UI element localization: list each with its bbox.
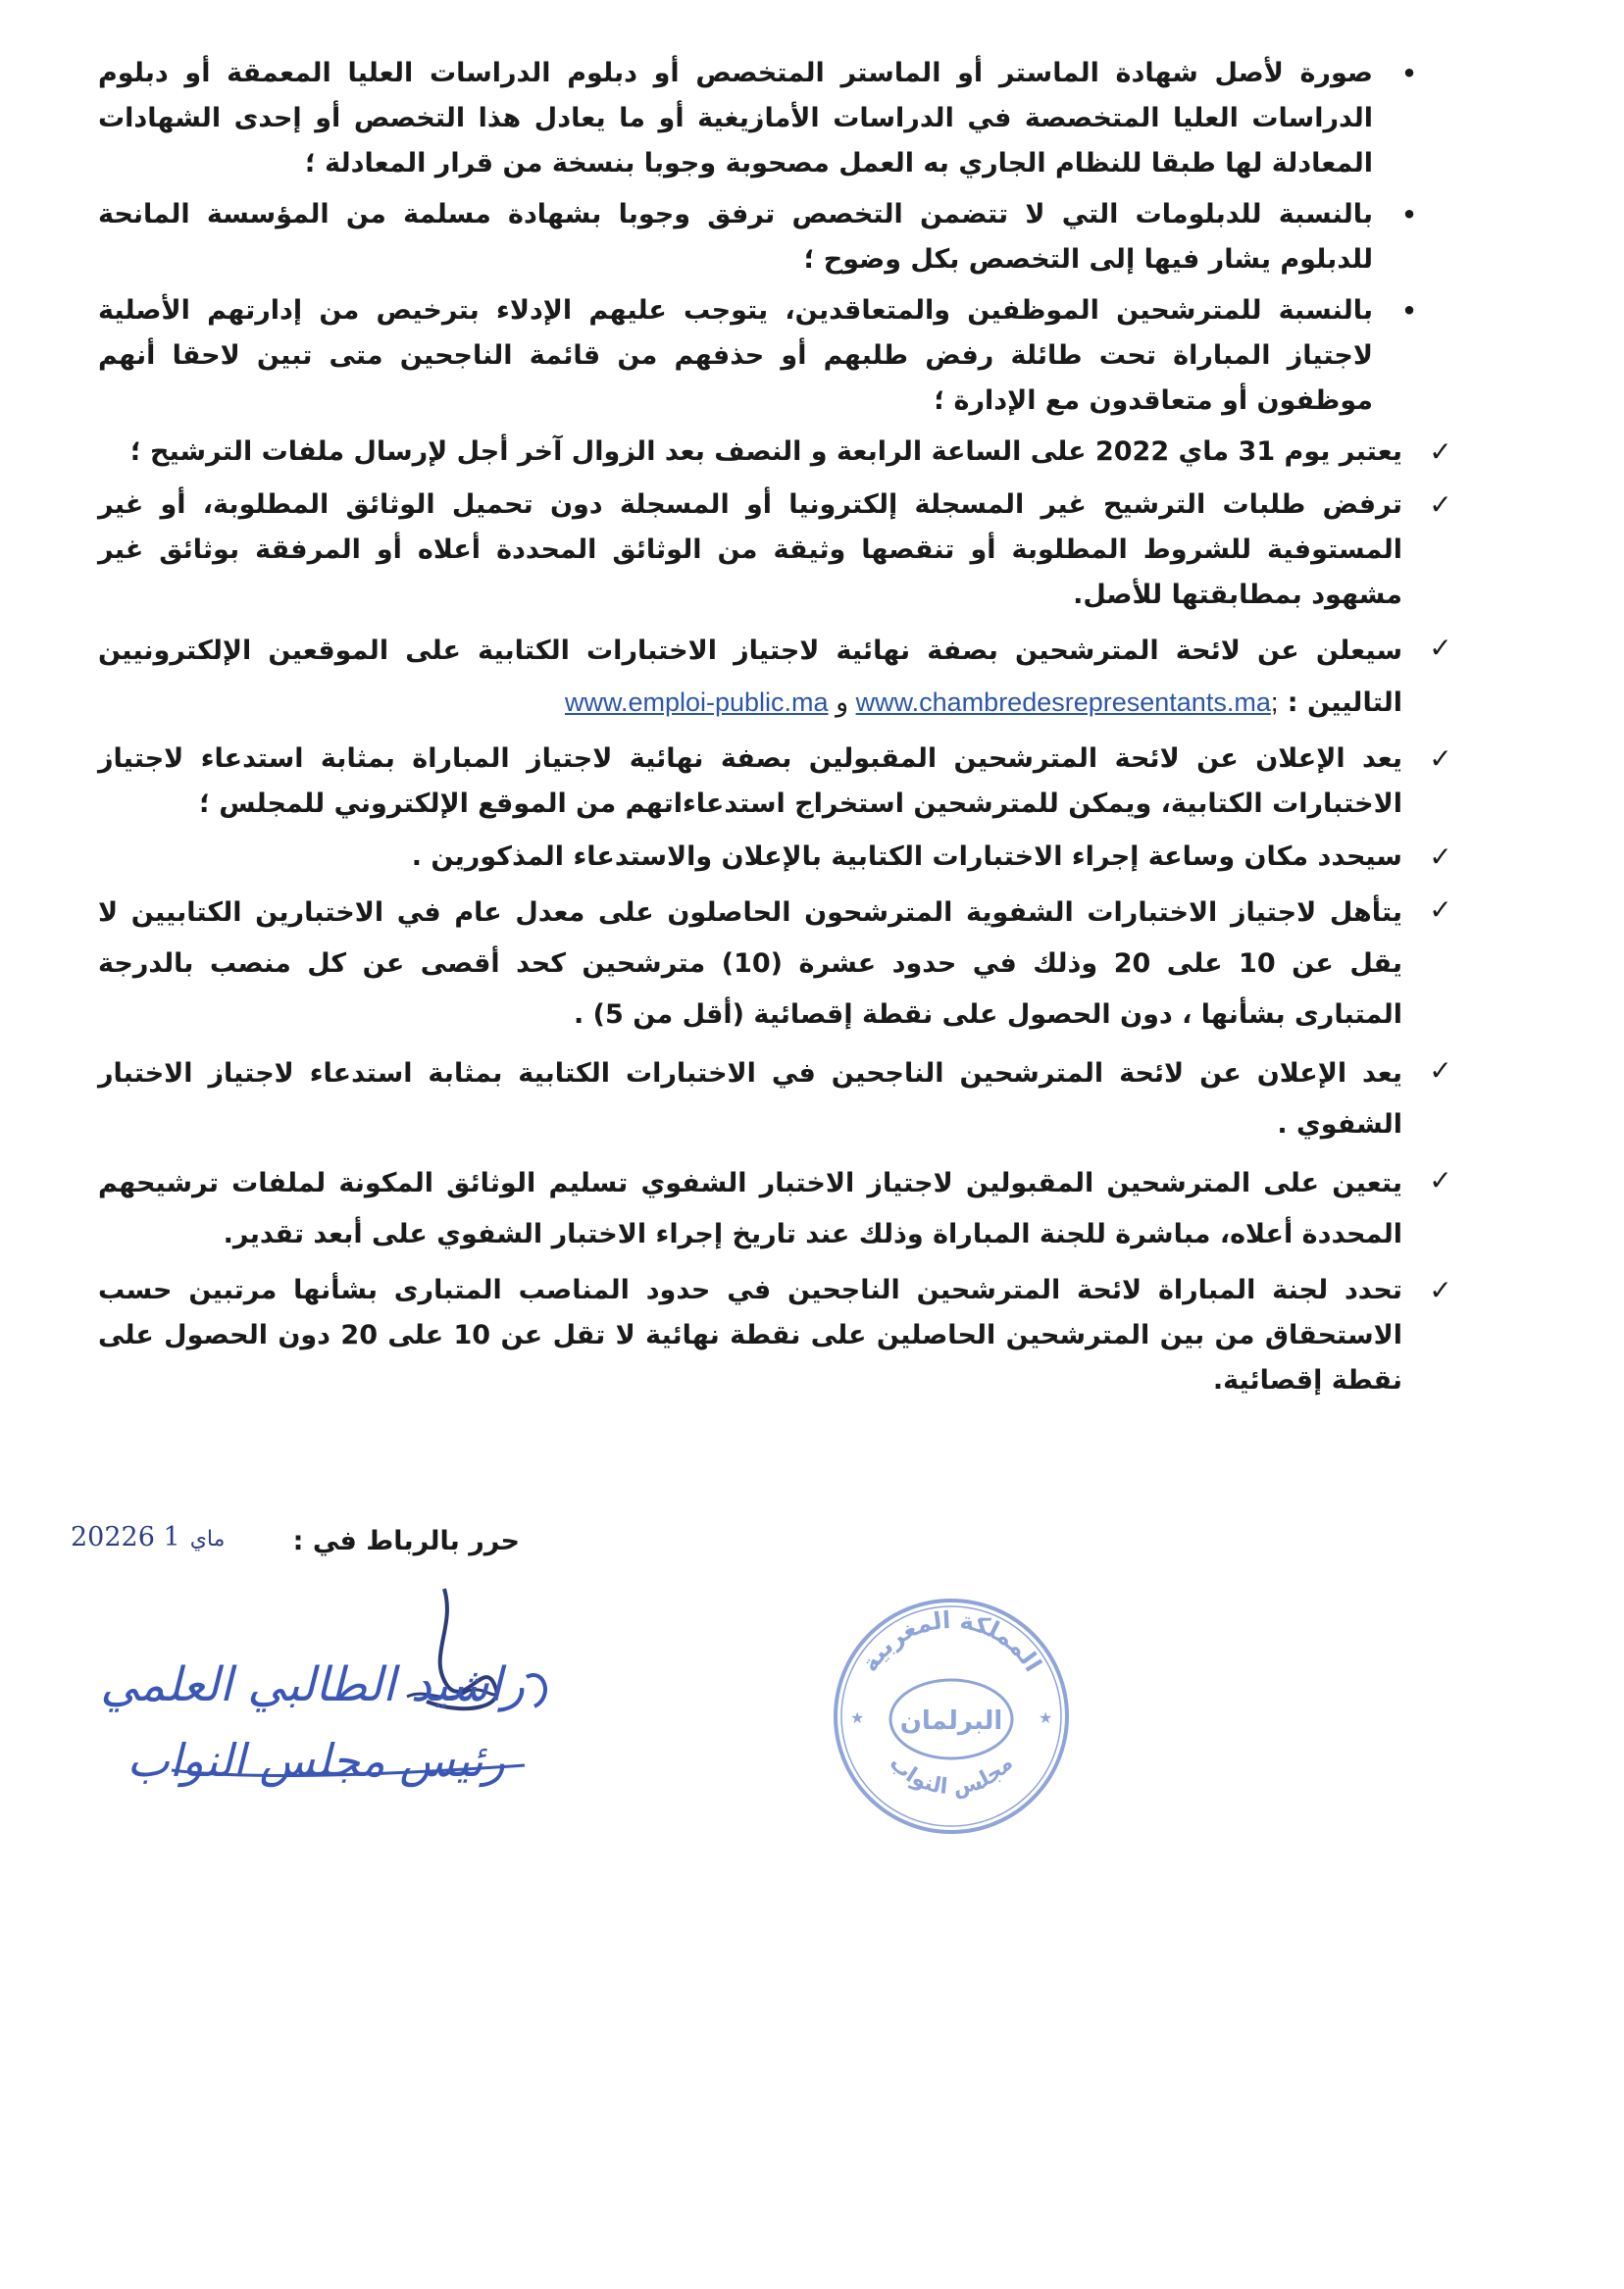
final-list-text: تحدد لجنة المباراة لائحة المترشحين الناجحين في حدود المناصب المتبارى بشأنها مرتبين حسب الاستحقاق من بين المترشحين الحاصلين على نقطة نهائية لا تقل عن 10 على 20 دون الحصول على نقطة إقصائية. bbox=[98, 1275, 1402, 1396]
condition-item bbox=[98, 1048, 1461, 1150]
stamp-top-text: المملكة المغربية bbox=[855, 1605, 1047, 1677]
condition-item bbox=[98, 1158, 1461, 1260]
checkmark-icon: ✓ bbox=[1429, 632, 1452, 664]
stamp-center-text: البرلمان bbox=[899, 1706, 1003, 1736]
checkmark-icon: ✓ bbox=[1429, 435, 1452, 468]
stamp-bottom-text: مجلس النواب bbox=[884, 1751, 1019, 1802]
documents-delivery-text: يتعين على المترشحين المقبولين لاجتياز الاختبار الشفوي تسليم الوثائق المكونة لملفات ترشيحهم المحددة أعلاه، مباشرة للجنة المباراة وذلك عند تاريخ إجراء الاختبار الشفوي على أبعد تقدير. bbox=[98, 1168, 1402, 1249]
written-success-text: يعد الإعلان عن لائحة المترشحين الناجحين في الاختبارات الكتابية بمثابة استدعاء لاجتياز الاختبار الشفوي . bbox=[98, 1058, 1402, 1140]
bullet-point: • bbox=[1401, 297, 1417, 325]
oral-qualification-text: يتأهل لاجتياز الاختبارات الشفوية المترشحون الحاصلون على معدل عام في الاختبارين الكتابيين لا يقل عن 10 على 20 وذلك في حدود عشرة (10) مترشحين كحد أقصى عن كل منصب بالدرجة المتبارى بشأنها ، دون الحصول على نقطة إقصائية (أقل من 5) . bbox=[98, 897, 1402, 1030]
link-connector: و bbox=[836, 687, 849, 717]
signoff-label: حرر بالرباط في : bbox=[292, 1526, 520, 1556]
document-body bbox=[98, 51, 1461, 1411]
employee-authorization-text: بالنسبة للمترشحين الموظفين والمتعاقدين، يتوجب عليهم الإدلاء بترخيص من إدارتهم الأصلية لاجتياز المباراة تحت طائلة رفض طلبهم أو حذفهم من قائمة الناجحين متى تبين لاحقا أنهم موظفون أو متعاقدون مع الإدارة ؛ bbox=[98, 295, 1373, 416]
checkmark-icon: ✓ bbox=[1429, 1164, 1452, 1196]
condition-item bbox=[98, 483, 1461, 618]
signoff-date bbox=[71, 1522, 234, 1552]
checkmark-icon: ✓ bbox=[1429, 1274, 1452, 1306]
accepted-list-text: يعد الإعلان عن لائحة المترشحين المقبولين بصفة نهائية لاجتياز المباراة بمثابة استدعاء لاجتياز الاختبارات الكتابية، ويمكن للمترشحين استخراج استدعاءاتهم من الموقع الإلكتروني للمجلس ؛ bbox=[98, 743, 1402, 819]
signoff-line bbox=[59, 1522, 520, 1565]
stamp-star-icon: ★ bbox=[1039, 1708, 1053, 1727]
condition-item bbox=[98, 888, 1461, 1041]
checkmark-icon: ✓ bbox=[1429, 893, 1452, 926]
condition-item bbox=[98, 430, 1461, 475]
link-terminator: ; bbox=[1270, 687, 1279, 717]
chambre-representants-link[interactable]: www.chambredesrepresentants.ma bbox=[855, 687, 1271, 717]
condition-item bbox=[98, 737, 1461, 827]
emploi-public-link[interactable]: www.emploi-public.ma bbox=[564, 687, 829, 717]
bullet-point: • bbox=[1401, 201, 1417, 229]
svg-text:المملكة المغربية bbox=[856, 1606, 1047, 1677]
handwritten-signature bbox=[100, 1569, 593, 1795]
signatory-title: رئيس مجلس النواب bbox=[127, 1734, 505, 1787]
stamp-seal-icon bbox=[829, 1594, 1074, 1839]
exam-place-time-text: سيحدد مكان وساعة إجراء الاختبارات الكتابية بالإعلان والاستدعاء المذكورين . bbox=[411, 841, 1402, 872]
required-document-item bbox=[98, 288, 1461, 424]
required-document-item bbox=[98, 192, 1461, 282]
required-document-item bbox=[98, 51, 1461, 186]
masters-certificate-text: صورة لأصل شهادة الماستر أو الماستر المتخصص أو دبلوم الدراسات العليا المعمقة أو دبلوم الدراسات العليا المتخصصة في الدراسات الأمازيغية أو ما يعادل هذا التخصص أو إحدى الشهادات المعادلة لها طبقا للنظام الجاري به العمل مصحوبة وجوبا بنسخة من قرار المعادلة ؛ bbox=[98, 58, 1373, 178]
date-day: 1 6 bbox=[137, 1522, 180, 1552]
announcement-text: سيعلن عن لائحة المترشحين بصفة نهائية لاجتياز الاختبارات الكتابية على الموقعين الإلكترونيين التاليين : bbox=[98, 636, 1402, 718]
checkmark-icon: ✓ bbox=[1429, 742, 1452, 775]
bullet-point: • bbox=[1401, 60, 1417, 87]
checkmark-icon: ✓ bbox=[1429, 840, 1452, 873]
rejection-text: ترفض طلبات الترشيح غير المسجلة إلكترونيا أو المسجلة دون تحميل الوثائق المطلوبة، أو غير المستوفية للشروط المطلوبة أو تنقصها وثيقة من الوثائق المحددة أعلاه أو المرفقة بوثائق غير مشهود بمطابقتها للأصل. bbox=[98, 489, 1402, 610]
signatory-name: راشيد الطالبي العلمي bbox=[100, 1657, 525, 1712]
website-links bbox=[565, 687, 1278, 717]
deadline-text: يعتبر يوم 31 ماي 2022 على الساعة الرابعة و النصف بعد الزوال آخر أجل لإرسال ملفات الترشيح ؛ bbox=[129, 436, 1402, 467]
date-year: 2022 bbox=[71, 1522, 138, 1552]
checkmark-icon: ✓ bbox=[1429, 488, 1452, 521]
specialization-attestation-text: بالنسبة للدبلومات التي لا تتضمن التخصص ترفق وجوبا بشهادة مسلمة من المؤسسة المانحة للدبلوم يشار فيها إلى التخصص بكل وضوح ؛ bbox=[98, 199, 1373, 275]
parliament-stamp bbox=[829, 1594, 1074, 1839]
condition-item bbox=[98, 1268, 1461, 1403]
stamp-star-icon: ★ bbox=[850, 1708, 865, 1727]
date-month: ماي bbox=[189, 1527, 226, 1551]
checkmark-icon: ✓ bbox=[1429, 1054, 1452, 1087]
condition-item bbox=[98, 626, 1461, 729]
condition-item bbox=[98, 835, 1461, 880]
